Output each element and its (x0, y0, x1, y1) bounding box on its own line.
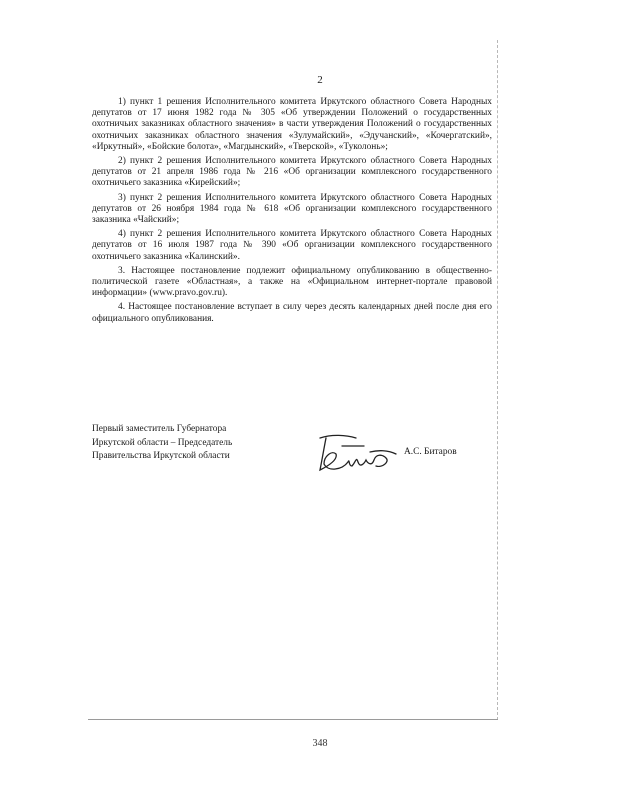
paragraph-3: 3) пункт 2 решения Исполнительного комитета Иркутского областного Совета Народных депутатов от 26 ноября 1984 года № 618 «Об организации комплексного государственного заказника «Чайский»; (92, 192, 492, 226)
page-number: 2 (317, 74, 323, 86)
footer-page-number: 348 (312, 738, 328, 749)
position-line-1: Первый заместитель Губернатора (92, 424, 227, 434)
paragraph-6: 4. Настоящее постановление вступает в силу через десять календарных дней после дня его официального опубликования. (92, 302, 492, 324)
position-line-3: Правительства Иркутской области (92, 451, 230, 461)
page-edge-right (497, 40, 498, 720)
paragraph-4: 4) пункт 2 решения Исполнительного комитета Иркутского областного Совета Народных депутатов от 16 июля 1987 года № 390 «Об организации комплексного государственного охотничьего заказника «Калинский». (92, 229, 492, 262)
paragraph-5: 3. Настоящее постановление подлежит официальному опубликованию в общественно-политической газете «Областная», а также на «Официальном интернет-портале правовой информации» (www.pravo.gov.ru). (92, 265, 492, 299)
paragraph-2: 2) пункт 2 решения Исполнительного комитета Иркутского областного Совета Народных депутатов от 21 апреля 1986 года № 216 «Об организации комплексного государственного охотничьего заказника «Кирейский»; (92, 156, 492, 189)
signer-name: А.С. Битаров (404, 447, 457, 457)
signatory-position (92, 423, 292, 464)
handwritten-signature (312, 432, 402, 476)
paragraph-1: 1) пункт 1 решения Исполнительного комитета Иркутского областного Совета Народных депутатов от 17 июня 1982 года № 305 «Об утверждении Положений о государственных охотничьих заказниках областного значения» в части утверждения Положений о государственных охотничьих заказниках областного значения «Зулумайский», «Эдучанский», «Кочергатский», «Иркутный», «Бойские болота», «Магдынский», «Тверской», «Туколонь»; (92, 97, 492, 152)
position-line-2: Иркутской области – Председатель (92, 437, 233, 448)
document-body (92, 97, 492, 328)
page-edge-bottom (88, 719, 498, 720)
